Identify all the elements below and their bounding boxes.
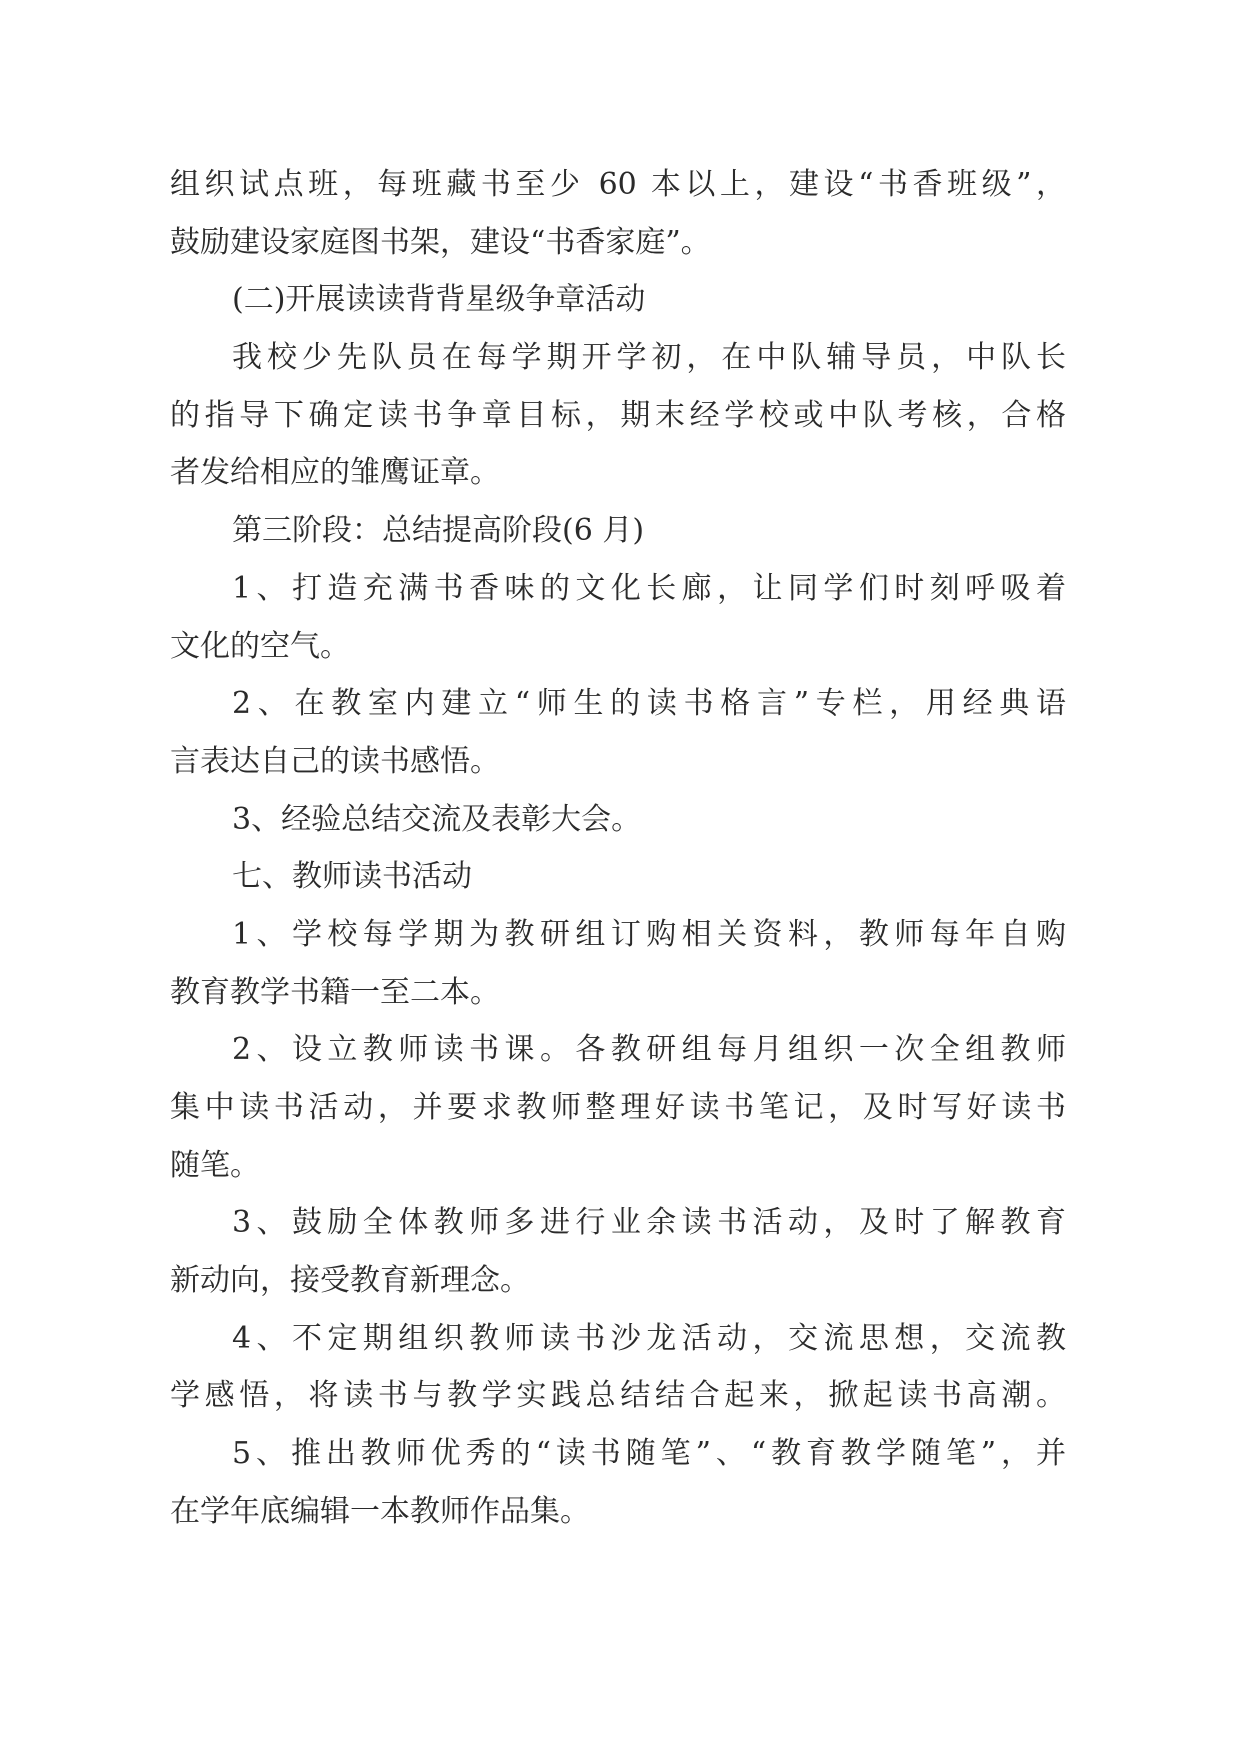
text-line: 3、鼓励全体教师多进行业余读书活动，及时了解教育 xyxy=(232,1205,1066,1241)
list-item xyxy=(170,1194,1066,1309)
text-line: 学感悟，将读书与教学实践总结结合起来，掀起读书高潮。 xyxy=(170,1378,1066,1414)
text-line: 文化的空气。 xyxy=(170,628,350,664)
text-line: 在学年底编辑一本教师作品集。 xyxy=(170,1493,590,1529)
list-item xyxy=(170,906,1066,1021)
section-heading xyxy=(170,271,1066,329)
document-body xyxy=(170,156,1066,1541)
text-line: 3、经验总结交流及表彰大会。 xyxy=(232,801,642,837)
text-line: 教育教学书籍一至二本。 xyxy=(170,974,500,1010)
text-line: 新动向，接受教育新理念。 xyxy=(170,1263,530,1299)
section-heading xyxy=(170,848,1066,906)
text-line: 我校少先队员在每学期开学初，在中队辅导员，中队长 xyxy=(232,340,1066,376)
list-item xyxy=(170,675,1066,790)
text-line: (二)开展读读背背星级争章活动 xyxy=(232,282,646,318)
text-line: 七、教师读书活动 xyxy=(232,859,472,895)
section-heading xyxy=(170,502,1066,560)
list-item xyxy=(170,560,1066,675)
text-line: 5、推出教师优秀的“读书随笔”、“教育教学随笔”，并 xyxy=(232,1436,1066,1472)
text-line: 2、在教室内建立“师生的读书格言”专栏，用经典语 xyxy=(232,686,1066,722)
list-item xyxy=(170,1021,1066,1194)
text-line: 第三阶段：总结提高阶段(6 月) xyxy=(232,513,645,549)
text-line: 组织试点班，每班藏书至少 60 本以上，建设“书香班级”， xyxy=(170,167,1066,202)
text-line: 言表达自己的读书感悟。 xyxy=(170,743,500,779)
text-line: 的指导下确定读书争章目标，期末经学校或中队考核，合格 xyxy=(170,397,1066,433)
text-line: 鼓励建设家庭图书架，建设“书香家庭”。 xyxy=(170,224,711,260)
text-line: 2、设立教师读书课。各教研组每月组织一次全组教师 xyxy=(232,1032,1066,1068)
text-line: 随笔。 xyxy=(170,1147,260,1183)
text-line: 4、不定期组织教师读书沙龙活动，交流思想，交流教 xyxy=(232,1320,1066,1356)
text-line: 集中读书活动，并要求教师整理好读书笔记，及时写好读书 xyxy=(170,1090,1066,1125)
text-line: 1、学校每学期为教研组订购相关资料，教师每年自购 xyxy=(232,916,1066,952)
list-item xyxy=(170,791,1066,849)
text-line: 1、打造充满书香味的文化长廊，让同学们时刻呼吸着 xyxy=(232,570,1066,606)
list-item xyxy=(170,1425,1066,1540)
paragraph xyxy=(170,329,1066,502)
text-line: 者发给相应的雏鹰证章。 xyxy=(170,455,500,491)
paragraph xyxy=(170,156,1066,271)
list-item xyxy=(170,1310,1066,1425)
